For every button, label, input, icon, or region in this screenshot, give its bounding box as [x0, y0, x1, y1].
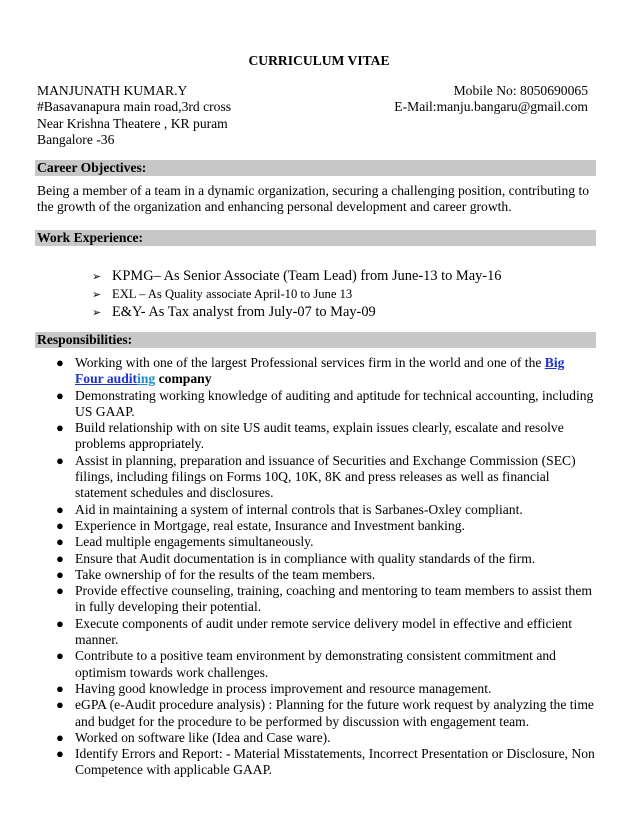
list-item [56, 453, 596, 502]
arrow-bullet-icon: ➢ [92, 270, 102, 283]
list-item [56, 388, 596, 421]
work-item-text: EXL – As Quality associate April-10 to June 13 [112, 287, 353, 301]
career-objectives-text: Being a member of a team in a dynamic organization, securing a challenging position, contributing to the growth of the organization and enhancing personal development and career growth. [37, 183, 590, 215]
work-item [92, 286, 501, 304]
bullet-icon: ● [56, 648, 64, 664]
list-item-text: Contribute to a positive team environment by demonstrating consistent commitment and optimism towards work challenges. [75, 648, 556, 680]
arrow-bullet-icon: ➢ [92, 306, 102, 319]
bullet-icon: ● [56, 566, 64, 582]
candidate-name: MANJUNATH KUMAR.Y [37, 83, 188, 98]
contact-address-block [37, 83, 231, 148]
bullet-icon: ● [56, 387, 64, 403]
bullet-icon: ● [56, 615, 64, 631]
list-item-text [75, 355, 596, 388]
list-item [56, 518, 596, 534]
work-item [92, 268, 501, 286]
list-item-text: Worked on software like (Idea and Case ware). [75, 729, 331, 745]
list-item-text: Demonstrating working knowledge of auditing and aptitude for technical accounting, including US GAAP. [75, 387, 594, 419]
list-item [56, 420, 596, 453]
bullet-icon: ● [56, 697, 64, 713]
list-item [56, 616, 596, 649]
bullet-icon: ● [56, 420, 64, 436]
list-item [56, 355, 596, 388]
address-line-1: #Basavanapura main road,3rd cross [37, 99, 232, 115]
responsibilities-list [56, 355, 596, 779]
list-item-text: Lead multiple engagements simultaneously. [75, 534, 314, 550]
bullet-icon: ● [56, 550, 64, 566]
bullet-icon: ● [56, 517, 64, 533]
work-item [92, 304, 501, 322]
list-item-text: eGPA (e-Audit procedure analysis) : Planning for the future work request by analyzing the time and budget for the procedure to be performed by discussion with engagement team. [75, 697, 594, 729]
list-item-text: Execute components of audit under remote service delivery model in effective and efficient manner. [75, 615, 572, 648]
bullet-icon: ● [56, 729, 64, 745]
bullet-icon: ● [56, 746, 64, 762]
list-item [56, 583, 596, 616]
bullet-icon: ● [56, 680, 64, 696]
list-item [56, 746, 596, 779]
list-item-text: Provide effective counseling, training, coaching and mentoring to team members to assist them in fully developing their potential. [75, 583, 592, 615]
list-item-text: Aid in maintaining a system of internal controls that is Sarbanes-Oxley compliant. [75, 501, 523, 517]
big-four-link[interactable]: Big Four audit [75, 355, 565, 387]
work-item-text: KPMG– As Senior Associate (Team Lead) from June-13 to May-16 [112, 268, 502, 284]
contact-info-block [394, 83, 588, 116]
list-item [56, 648, 596, 681]
list-item-text: Take ownership of for the results of the team members. [75, 566, 376, 582]
work-experience-list [92, 268, 501, 322]
list-item-text: Ensure that Audit documentation is in compliance with quality standards of the firm. [75, 550, 536, 566]
work-experience-heading: Work Experience: [35, 230, 596, 246]
list-item [56, 697, 596, 730]
list-item [56, 502, 596, 518]
address-line-3: Bangalore -36 [37, 131, 115, 147]
bullet-icon: ● [56, 355, 64, 370]
list-item [56, 730, 596, 746]
list-item [56, 681, 596, 697]
big-four-link-tail[interactable]: ing [137, 371, 156, 387]
career-objectives-heading: Career Objectives: [35, 160, 596, 176]
responsibilities-heading: Responsibilities: [35, 332, 596, 348]
mobile-number: Mobile No: 8050690065 [453, 83, 588, 98]
list-item-text: Assist in planning, preparation and issuance of Securities and Exchange Commission (SEC) filings, including filings on Forms 10Q, 10K, 8K and press releases as well as financial statement schedules and disclosures. [75, 452, 576, 501]
list-item [56, 534, 596, 550]
list-item-prefix: Working with one of the largest Professional services firm in the world and one of the [75, 355, 545, 370]
list-item-text: Having good knowledge in process improvement and resource management. [75, 680, 492, 696]
email-address: E-Mail:manju.bangaru@gmail.com [394, 99, 588, 115]
list-item-text: Identify Errors and Report: - Material Misstatements, Incorrect Presentation or Disclosure, Non Competence with applicable GAAP. [75, 746, 595, 778]
arrow-bullet-icon: ➢ [92, 288, 102, 301]
list-item-text: Experience in Mortgage, real estate, Insurance and Investment banking. [75, 517, 465, 533]
bullet-icon: ● [56, 501, 64, 517]
list-item-suffix: company [155, 371, 212, 387]
list-item [56, 567, 596, 583]
document-title: CURRICULUM VITAE [248, 53, 390, 68]
list-item [56, 551, 596, 567]
bullet-icon: ● [56, 452, 64, 468]
address-line-2: Near Krishna Theatere , KR puram [37, 115, 228, 131]
list-item-text: Build relationship with on site US audit teams, explain issues clearly, escalate and resolve problems appropriately. [75, 420, 564, 452]
bullet-icon: ● [56, 534, 64, 550]
bullet-icon: ● [56, 583, 64, 599]
work-item-text: E&Y- As Tax analyst from July-07 to May-09 [112, 304, 376, 320]
